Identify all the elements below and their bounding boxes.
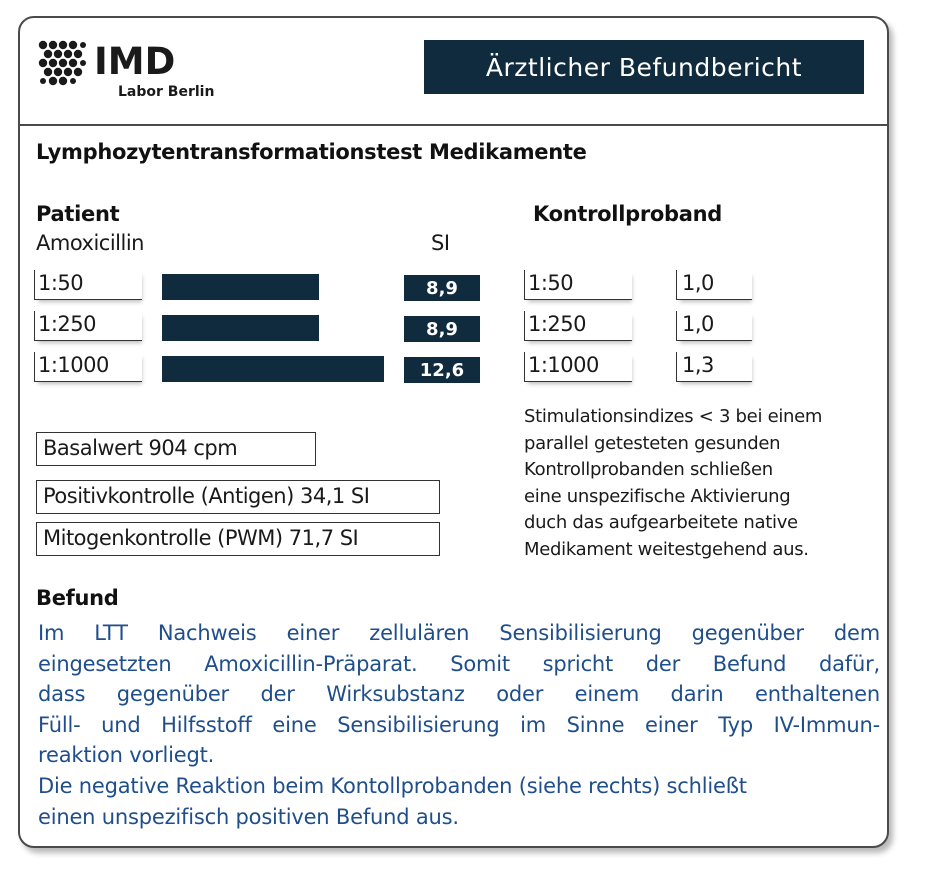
substance-name: Amoxicillin <box>36 231 144 255</box>
patient-si-bar-1 <box>162 274 319 300</box>
report-title: Ärztlicher Befundbericht <box>424 40 864 94</box>
finding-line: Füll- und Hilfsstoff eine Sensibilisierung im Sinne einer Typ IV-Immun- <box>38 712 880 737</box>
test-title: Lymphozytentransformationstest Medikamente <box>36 140 587 164</box>
header-divider <box>20 124 887 126</box>
report-card <box>18 16 889 848</box>
patient-si-value-2: 8,9 <box>404 316 480 342</box>
control-si-value-3: 1,3 <box>676 352 752 382</box>
patient-si-value-1: 8,9 <box>404 275 480 301</box>
note-line: duch das aufgearbeitete native <box>524 512 798 533</box>
positive-control-box: Positivkontrolle (Antigen) 34,1 SI <box>36 480 440 514</box>
control-dilution-1: 1:50 <box>524 270 632 300</box>
si-heading: SI <box>431 231 450 255</box>
note-line: Kontrollprobanden schließen <box>524 459 773 480</box>
finding-line: Im LTT Nachweis einer zellulären Sensibilisierung gegenüber dem <box>38 621 880 645</box>
finding-line: reaktion vorliegt. <box>38 743 215 768</box>
patient-dilution-3: 1:1000 <box>34 352 142 382</box>
control-heading: Kontrollproband <box>533 202 723 226</box>
patient-heading: Patient <box>36 202 120 226</box>
basal-value-box: Basalwert 904 cpm <box>36 432 316 466</box>
note-line: Medikament weitestgehend aus. <box>524 538 809 560</box>
logo-wordmark: IMD <box>94 40 176 83</box>
patient-si-bar-3 <box>162 356 384 382</box>
control-si-value-1: 1,0 <box>676 270 752 300</box>
imd-logo <box>38 40 238 110</box>
finding-text <box>38 618 880 832</box>
control-si-value-2: 1,0 <box>676 311 752 341</box>
note-line: parallel getesteten gesunden <box>524 432 781 454</box>
note-line: Stimulationsindizes < 3 bei einem <box>524 406 823 427</box>
mitogen-control-box: Mitogenkontrolle (PWM) 71,7 SI <box>36 522 440 556</box>
patient-dilution-2: 1:250 <box>34 311 142 341</box>
note-line: eine unspezifische Aktivierung <box>524 485 791 507</box>
patient-si-bar-2 <box>162 315 319 341</box>
patient-si-value-3: 12,6 <box>404 357 480 383</box>
finding-line: eingesetzten Amoxicillin-Präparat. Somit spricht der Befund dafür, <box>38 651 880 676</box>
logo-subtitle: Labor Berlin <box>118 84 215 100</box>
patient-dilution-1: 1:50 <box>34 270 142 300</box>
finding-line: Die negative Reaktion beim Kontollprobanden (siehe rechts) schließt <box>38 773 747 798</box>
dot-grid-logo-icon <box>38 40 90 88</box>
finding-line: einen unspezifisch positiven Befund aus. <box>38 804 459 829</box>
finding-line: dass gegenüber der Wirksubstanz oder einem darin enthaltenen <box>38 682 880 707</box>
stimulation-note <box>524 404 884 563</box>
finding-heading: Befund <box>36 586 119 610</box>
control-dilution-2: 1:250 <box>524 311 632 341</box>
control-dilution-3: 1:1000 <box>524 352 632 382</box>
